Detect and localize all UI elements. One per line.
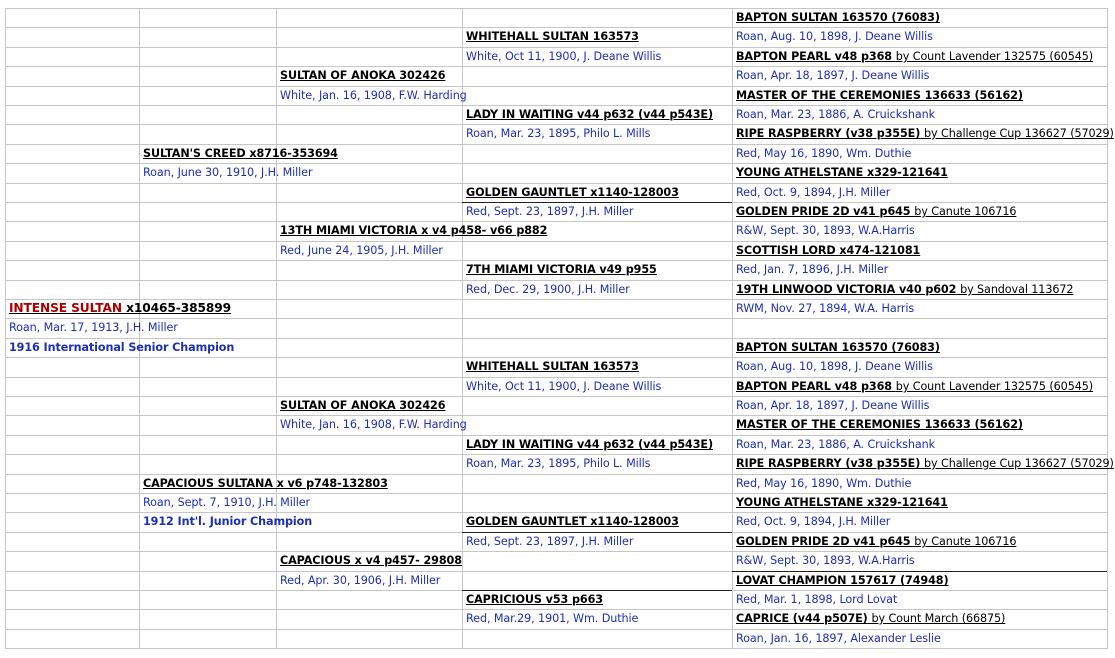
grid-line: [276, 47, 463, 48]
grid-line: [462, 8, 733, 9]
grid-line: [462, 493, 733, 494]
grid-line: [276, 8, 463, 9]
ancestor-details: [733, 357, 1107, 376]
grid-line: [276, 512, 463, 513]
ancestor-name[interactable]: [733, 493, 1107, 512]
sire-reference[interactable]: by Count March (66875): [871, 612, 1006, 625]
ancestor-link[interactable]: BAPTON PEARL v48 p368: [736, 50, 892, 63]
ancestor-details: [733, 66, 1107, 85]
sire-reference[interactable]: by Count Lavender 132575 (60545): [895, 50, 1094, 63]
grid-line: [276, 532, 463, 533]
ancestor-details: [733, 27, 1107, 46]
ancestor-details: [733, 144, 1107, 163]
details-text: Red, June 24, 1905, J.H. Miller: [280, 244, 443, 257]
ancestor-details: [463, 202, 732, 221]
details-text: White, Oct 11, 1900, J. Deane Willis: [466, 50, 662, 63]
grid-line: [139, 415, 277, 416]
grid-line: [5, 571, 140, 572]
ancestor-link[interactable]: GOLDEN PRIDE 2D v41 p645: [736, 535, 911, 548]
ancestor-link[interactable]: CAPRICIOUS v53 p663: [466, 593, 603, 606]
grid-line: [276, 183, 463, 184]
ancestor-link[interactable]: LADY IN WAITING v44 p632 (v44 p543E): [466, 108, 713, 121]
ancestor-name[interactable]: [733, 8, 1107, 27]
grid-line: [139, 260, 277, 261]
details-text: Red, Oct. 9, 1894, J.H. Miller: [736, 515, 891, 528]
grid-line: [139, 27, 277, 28]
ancestor-details: [463, 47, 732, 66]
details-text: Roan, Aug. 10, 1898, J. Deane Willis: [736, 30, 933, 43]
ancestor-details: [733, 221, 1107, 240]
ancestor-details: [733, 105, 1107, 124]
sire-reference[interactable]: by Challenge Cup 136627 (57029): [924, 457, 1114, 470]
ancestor-details: [277, 571, 462, 590]
details-text: Roan, Jan. 16, 1897, Alexander Leslie: [736, 632, 941, 645]
grid-line: [276, 202, 463, 203]
ancestor-link[interactable]: LADY IN WAITING v44 p632 (v44 p543E): [466, 438, 713, 451]
grid-line: [5, 86, 140, 87]
ancestor-link[interactable]: MASTER OF THE CEREMONIES 136633 (56162): [736, 418, 1023, 431]
ancestor-details: [733, 260, 1107, 279]
grid-line: [139, 241, 277, 242]
grid-line: [276, 27, 463, 28]
grid-line: [139, 66, 277, 67]
grid-line: [276, 163, 463, 164]
championship-title: [140, 512, 313, 531]
grid-line: [5, 493, 140, 494]
details-text: Roan, Apr. 18, 1897, J. Deane Willis: [736, 69, 930, 82]
grid-line: [276, 144, 463, 145]
ancestor-details: [463, 124, 732, 143]
ancestor-name[interactable]: [733, 338, 1107, 357]
grid-line: [139, 377, 277, 378]
grid-line: [139, 629, 277, 630]
grid-line: [276, 648, 463, 649]
championship-text: 1916 International Senior Champion: [9, 341, 235, 354]
grid-line: [462, 241, 733, 242]
details-text: Red, May 16, 1890, Wm. Duthie: [736, 477, 912, 490]
ancestor-link[interactable]: SULTAN'S CREED x8716-353694: [143, 147, 338, 160]
ancestor-details: [733, 183, 1107, 202]
championship-title: [6, 338, 406, 357]
grid-line: [5, 396, 140, 397]
ancestor-name[interactable]: [277, 551, 462, 570]
grid-line: [276, 493, 463, 494]
details-text: Red, Dec. 29, 1900, J.H. Miller: [466, 283, 630, 296]
details-text: Roan, Aug. 10, 1898, J. Deane Willis: [736, 360, 933, 373]
details-text: Roan, June 30, 1910, J.H. Miller: [143, 166, 313, 179]
details-text: Red, Sept. 23, 1897, J.H. Miller: [466, 535, 634, 548]
details-text: Red, Oct. 9, 1894, J.H. Miller: [736, 186, 891, 199]
details-text: White, Oct 11, 1900, J. Deane Willis: [466, 380, 662, 393]
ancestor-details: [733, 590, 1107, 609]
ancestor-link[interactable]: MASTER OF THE CEREMONIES 136633 (56162): [736, 89, 1023, 102]
championship-text: 1912 Int'l. Junior Champion: [143, 515, 313, 528]
ancestor-link[interactable]: RIPE RASPBERRY (v38 p355E): [736, 457, 921, 470]
ancestor-name[interactable]: [733, 532, 1107, 551]
grid-line: [139, 202, 277, 203]
details-text: R&W, Sept. 30, 1893, W.A.Harris: [736, 554, 915, 567]
details-text: Roan, Mar. 23, 1886, A. Cruickshank: [736, 108, 935, 121]
grid-line: [139, 571, 277, 572]
ancestor-details: [463, 454, 732, 473]
details-text: Roan, Mar. 23, 1895, Philo L. Mills: [466, 127, 651, 140]
details-text: Red, Mar. 1, 1898, Lord Lovat: [736, 593, 898, 606]
grid-line: [139, 280, 277, 281]
ancestor-details: [733, 551, 1107, 570]
grid-line: [5, 47, 140, 48]
grid-line: [5, 551, 140, 552]
ancestor-details: [277, 241, 462, 260]
ancestor-details: [733, 629, 1107, 648]
grid-line: [139, 435, 277, 436]
details-text: Red, Jan. 7, 1896, J.H. Miller: [736, 263, 889, 276]
details-text: Roan, Mar. 17, 1913, J.H. Miller: [9, 321, 178, 334]
grid-line: [5, 280, 140, 281]
ancestor-name[interactable]: [733, 86, 1107, 105]
sire-reference[interactable]: by Sandoval 113672: [960, 283, 1074, 296]
ancestor-link[interactable]: BAPTON SULTAN 163570 (76083): [736, 341, 940, 354]
ancestor-link[interactable]: YOUNG ATHELSTANE x329-121641: [736, 166, 948, 179]
details-text: Red, Apr. 30, 1906, J.H. Miller: [280, 574, 441, 587]
ancestor-details: [463, 377, 732, 396]
ancestor-link[interactable]: RIPE RASPBERRY (v38 p355E): [736, 127, 921, 140]
grid-line: [139, 648, 277, 649]
grid-line: [5, 221, 140, 222]
sire-reference[interactable]: by Canute 106716: [914, 535, 1017, 548]
grid-line: [139, 183, 277, 184]
ancestor-name[interactable]: [277, 396, 462, 415]
details-text: Red, Sept. 23, 1897, J.H. Miller: [466, 205, 634, 218]
ancestor-name[interactable]: [733, 202, 1107, 221]
ancestor-name[interactable]: [733, 280, 1107, 299]
ancestor-name[interactable]: [463, 512, 732, 531]
grid-line: [5, 532, 140, 533]
grid-line: [5, 648, 140, 649]
grid-line: [5, 590, 140, 591]
grid-line: [5, 377, 140, 378]
grid-line: [462, 338, 733, 339]
grid-line: [5, 124, 140, 125]
ancestor-name[interactable]: [463, 27, 732, 46]
ancestor-details: [733, 299, 1107, 318]
grid-line: [462, 318, 733, 319]
grid-line: [5, 241, 140, 242]
ancestor-link[interactable]: WHITEHALL SULTAN 163573: [466, 360, 639, 373]
ancestor-link[interactable]: GOLDEN GAUNTLET x1140-128003: [466, 186, 679, 199]
ancestor-name[interactable]: [733, 47, 1107, 66]
grid-line: [276, 124, 463, 125]
grid-line: [276, 454, 463, 455]
ancestor-name[interactable]: [140, 144, 338, 163]
ancestor-name[interactable]: [733, 124, 1114, 143]
details-text: Roan, Mar. 23, 1886, A. Cruickshank: [736, 438, 935, 451]
details-text: White, Jan. 16, 1908, F.W. Harding: [280, 89, 467, 102]
ancestor-details: [463, 280, 732, 299]
grid-line: [5, 163, 140, 164]
ancestor-name[interactable]: [733, 609, 1107, 628]
grid-line: [139, 86, 277, 87]
details-text: Red, Mar.29, 1901, Wm. Duthie: [466, 612, 639, 625]
grid-line: [139, 590, 277, 591]
ancestor-link[interactable]: 7TH MIAMI VICTORIA v49 p955: [466, 263, 657, 276]
ancestor-name[interactable]: [6, 299, 406, 318]
grid-line: [139, 551, 277, 552]
grid-line: [5, 144, 140, 145]
details-text: R&W, Sept. 30, 1893, W.A.Harris: [736, 224, 915, 237]
grid-line: [5, 629, 140, 630]
grid-line: [5, 8, 140, 9]
ancestor-details: [6, 318, 406, 337]
sire-reference[interactable]: by Count Lavender 132575 (60545): [895, 380, 1094, 393]
ancestor-link[interactable]: GOLDEN PRIDE 2D v41 p645: [736, 205, 911, 218]
grid-line: [276, 474, 463, 475]
ancestor-link[interactable]: CAPRICE (v44 p507E): [736, 612, 868, 625]
ancestor-link[interactable]: CAPACIOUS SULTANA x v6 p748-132803: [143, 477, 388, 490]
ancestor-name[interactable]: [733, 163, 1107, 182]
ancestor-details: [733, 435, 1107, 454]
grid-line: [139, 454, 277, 455]
grid-line: [462, 163, 733, 164]
grid-line: [5, 512, 140, 513]
grid-line: [5, 66, 140, 67]
ancestor-link[interactable]: 13TH MIAMI VICTORIA x v4 p458- v66 p882: [280, 224, 548, 237]
grid-line: [139, 47, 277, 48]
ancestor-details: [733, 512, 1107, 531]
ancestor-name[interactable]: [463, 260, 732, 279]
ancestor-link[interactable]: LOVAT CHAMPION 157617 (74948): [736, 574, 949, 587]
ancestor-details: [277, 415, 467, 434]
details-text: RWM, Nov. 27, 1894, W.A. Harris: [736, 302, 915, 315]
grid-line: [462, 474, 733, 475]
ancestor-name[interactable]: [733, 454, 1114, 473]
grid-line: [139, 396, 277, 397]
grid-line: [462, 144, 733, 145]
ancestor-details: [463, 609, 732, 628]
ancestor-link[interactable]: GOLDEN GAUNTLET x1140-128003: [466, 515, 679, 528]
ancestor-link[interactable]: SULTAN OF ANOKA 302426: [280, 69, 446, 82]
ancestor-name[interactable]: [733, 571, 1107, 590]
grid-line: [5, 202, 140, 203]
grid-line: [462, 415, 733, 416]
grid-line: [276, 609, 463, 610]
grid-line: [139, 124, 277, 125]
registration-number[interactable]: x10465-385899: [126, 301, 232, 315]
ancestor-name[interactable]: [733, 241, 1107, 260]
grid-line: [276, 280, 463, 281]
details-text: Roan, Sept. 7, 1910, J.H. Miller: [143, 496, 311, 509]
grid-line: [462, 86, 733, 87]
ancestor-link[interactable]: SULTAN OF ANOKA 302426: [280, 399, 446, 412]
ancestor-link[interactable]: BAPTON PEARL v48 p368: [736, 380, 892, 393]
ancestor-link[interactable]: CAPACIOUS x v4 p457- 29808: [280, 554, 462, 567]
details-text: Red, May 16, 1890, Wm. Duthie: [736, 147, 912, 160]
ancestor-link[interactable]: INTENSE SULTAN: [9, 301, 122, 315]
ancestor-name[interactable]: [463, 590, 732, 609]
sire-reference[interactable]: by Challenge Cup 136627 (57029): [924, 127, 1114, 140]
grid-line: [276, 435, 463, 436]
ancestor-name[interactable]: [277, 221, 548, 240]
details-text: White, Jan. 16, 1908, F.W. Harding: [280, 418, 467, 431]
grid-line: [139, 221, 277, 222]
ancestor-details: [463, 532, 732, 551]
grid-line: [276, 629, 463, 630]
ancestor-link[interactable]: 19TH LINWOOD VICTORIA v40 p602: [736, 283, 957, 296]
sire-reference[interactable]: by Canute 106716: [914, 205, 1017, 218]
grid-line: [462, 648, 733, 649]
grid-line: [5, 105, 140, 106]
grid-line: [5, 260, 140, 261]
grid-line: [5, 183, 140, 184]
ancestor-link[interactable]: SCOTTISH LORD x474-121081: [736, 244, 921, 257]
grid-line: [1107, 8, 1108, 648]
ancestor-name[interactable]: [463, 357, 732, 376]
ancestor-details: [277, 86, 467, 105]
ancestor-name[interactable]: [463, 435, 732, 454]
grid-line: [5, 27, 140, 28]
ancestor-name[interactable]: [140, 474, 388, 493]
ancestor-link[interactable]: YOUNG ATHELSTANE x329-121641: [736, 496, 948, 509]
ancestor-name[interactable]: [277, 66, 462, 85]
ancestor-link[interactable]: BAPTON SULTAN 163570 (76083): [736, 11, 940, 24]
details-text: Roan, Apr. 18, 1897, J. Deane Willis: [736, 399, 930, 412]
grid-line: [5, 474, 140, 475]
ancestor-details: [733, 474, 1107, 493]
grid-line: [5, 415, 140, 416]
ancestor-name[interactable]: [733, 377, 1107, 396]
grid-line: [5, 454, 140, 455]
grid-line: [462, 571, 733, 572]
grid-line: [139, 609, 277, 610]
ancestor-name[interactable]: [463, 183, 732, 202]
grid-line: [276, 377, 463, 378]
grid-line: [139, 105, 277, 106]
ancestor-link[interactable]: WHITEHALL SULTAN 163573: [466, 30, 639, 43]
grid-line: [462, 629, 733, 630]
grid-line: [139, 8, 277, 9]
ancestor-details: [140, 493, 311, 512]
ancestor-name[interactable]: [733, 415, 1107, 434]
ancestor-details: [733, 396, 1107, 415]
details-text: Roan, Mar. 23, 1895, Philo L. Mills: [466, 457, 651, 470]
ancestor-name[interactable]: [463, 105, 732, 124]
grid-line: [5, 435, 140, 436]
ancestor-details: [140, 163, 313, 182]
grid-line: [139, 532, 277, 533]
grid-line: [5, 609, 140, 610]
